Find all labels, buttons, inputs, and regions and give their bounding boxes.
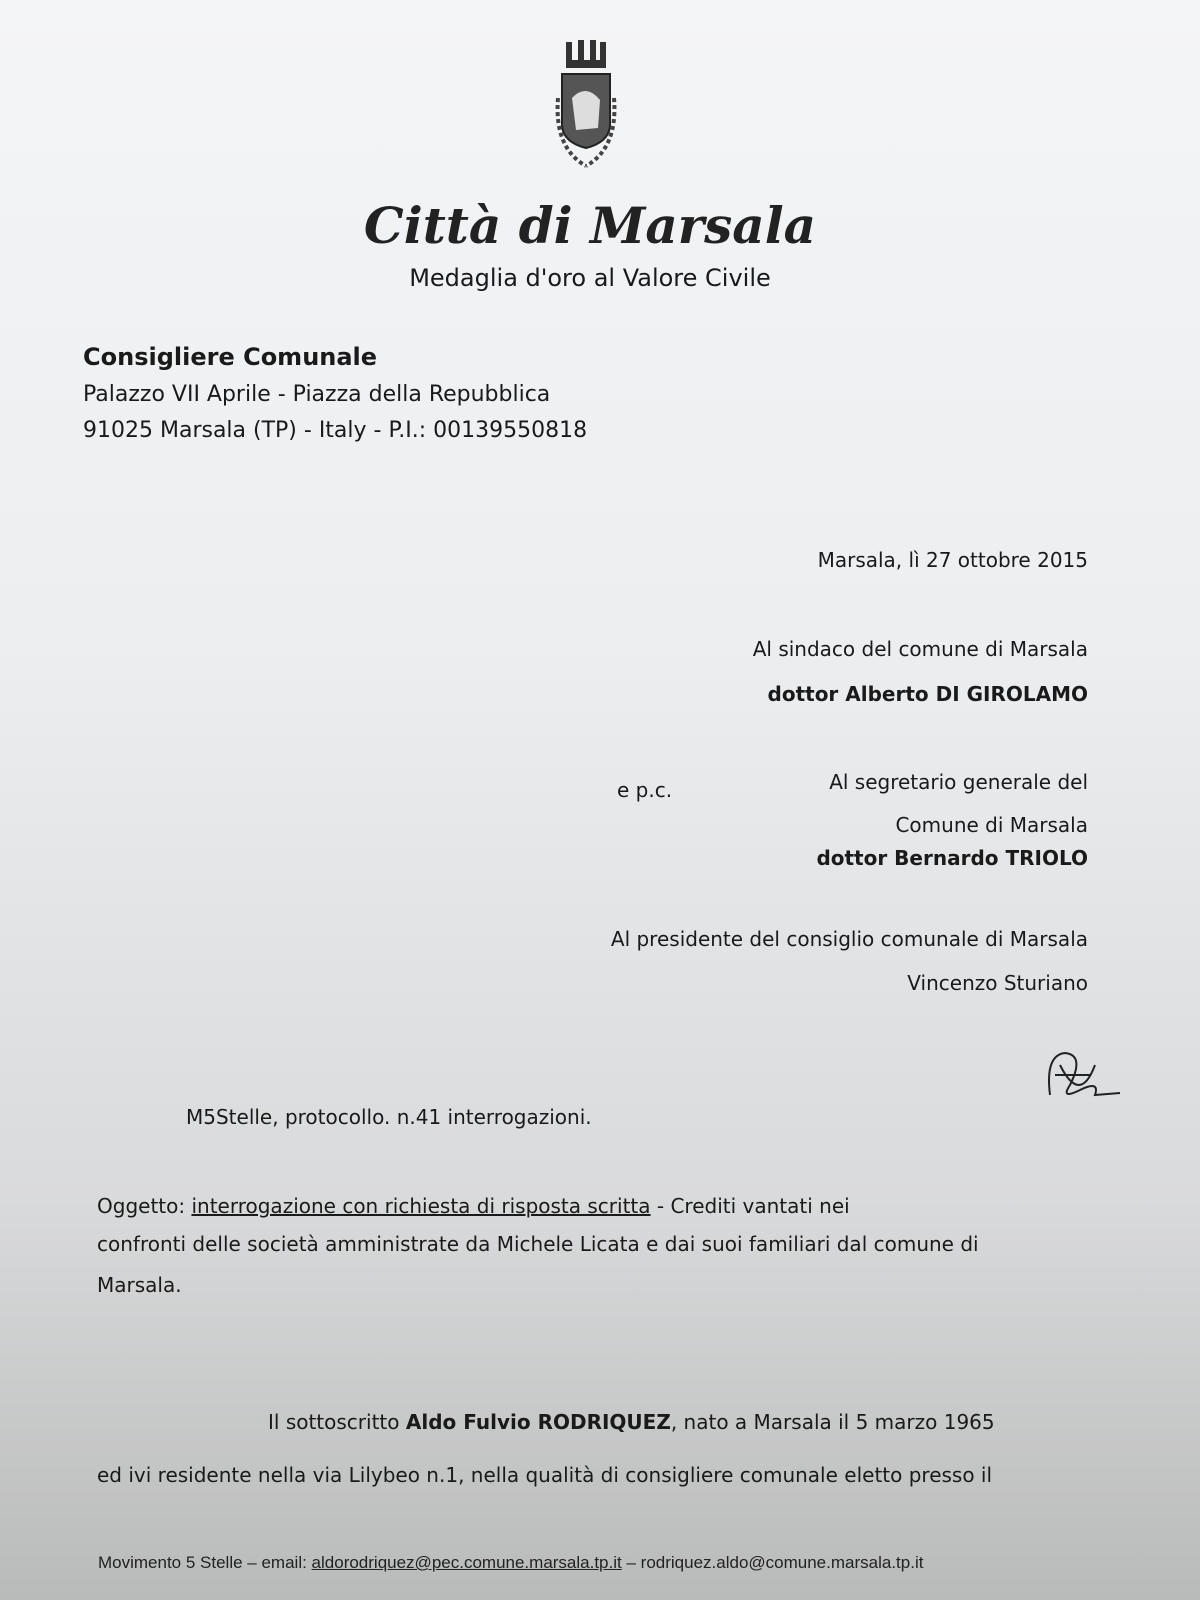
body-paragraph-2: ed ivi residente nella via Lilybeo n.1, nella qualità di consigliere comunale eletto presso il	[97, 1463, 993, 1487]
signer-name: Aldo Fulvio RODRIQUEZ	[405, 1410, 671, 1434]
email-link[interactable]: rodriquez.aldo@comune.marsala.tp.it	[640, 1553, 924, 1572]
subject-text: - Crediti vantati nei	[650, 1194, 850, 1218]
subject-line-1	[97, 1194, 850, 1218]
protocol-number: M5Stelle, protocollo. n.41 interrogazioni.	[186, 1105, 592, 1129]
recipient-mayor: Al sindaco del comune di Marsala	[752, 637, 1088, 661]
footer-prefix: Movimento 5 Stelle – email:	[98, 1553, 312, 1572]
body-text: Il sottoscritto	[268, 1410, 406, 1434]
subject-type: interrogazione con richiesta di risposta scritta	[191, 1194, 651, 1218]
footer-separator: –	[621, 1553, 641, 1572]
office-title: Consigliere Comunale	[83, 343, 378, 371]
letter-date: Marsala, lì 27 ottobre 2015	[817, 548, 1088, 572]
subject-line-3: Marsala.	[97, 1273, 182, 1297]
subject-label: Oggetto:	[97, 1194, 186, 1218]
subject-line-2: confronti delle società amministrate da Michele Licata e dai suoi familiari dal comune di	[97, 1232, 979, 1256]
recipient-president: Al presidente del consiglio comunale di Marsala	[610, 927, 1088, 951]
recipient-secretary: Al segretario generale del	[829, 770, 1088, 794]
city-title: Città di Marsala	[363, 196, 817, 255]
city-motto: Medaglia d'oro al Valore Civile	[409, 264, 771, 292]
recipient-secretary-org: Comune di Marsala	[895, 813, 1088, 837]
recipient-secretary-name: dottor Bernardo TRIOLO	[816, 846, 1088, 870]
body-text: , nato a Marsala il 5 marzo 1965	[670, 1410, 995, 1434]
cc-label: e p.c.	[617, 778, 673, 802]
body-paragraph-1	[268, 1410, 995, 1434]
recipient-mayor-name: dottor Alberto DI GIROLAMO	[767, 682, 1088, 706]
recipient-president-name: Vincenzo Sturiano	[907, 971, 1088, 995]
footer-contacts	[98, 1553, 923, 1573]
address-line-2: 91025 Marsala (TP) - Italy - P.I.: 00139550818	[83, 418, 588, 443]
city-crest-logo	[536, 38, 636, 178]
address-line-1: Palazzo VII Aprile - Piazza della Repubblica	[83, 382, 551, 407]
pec-email-link[interactable]: aldorodriquez@pec.comune.marsala.tp.it	[311, 1553, 622, 1572]
signature-mark	[1040, 1045, 1130, 1105]
